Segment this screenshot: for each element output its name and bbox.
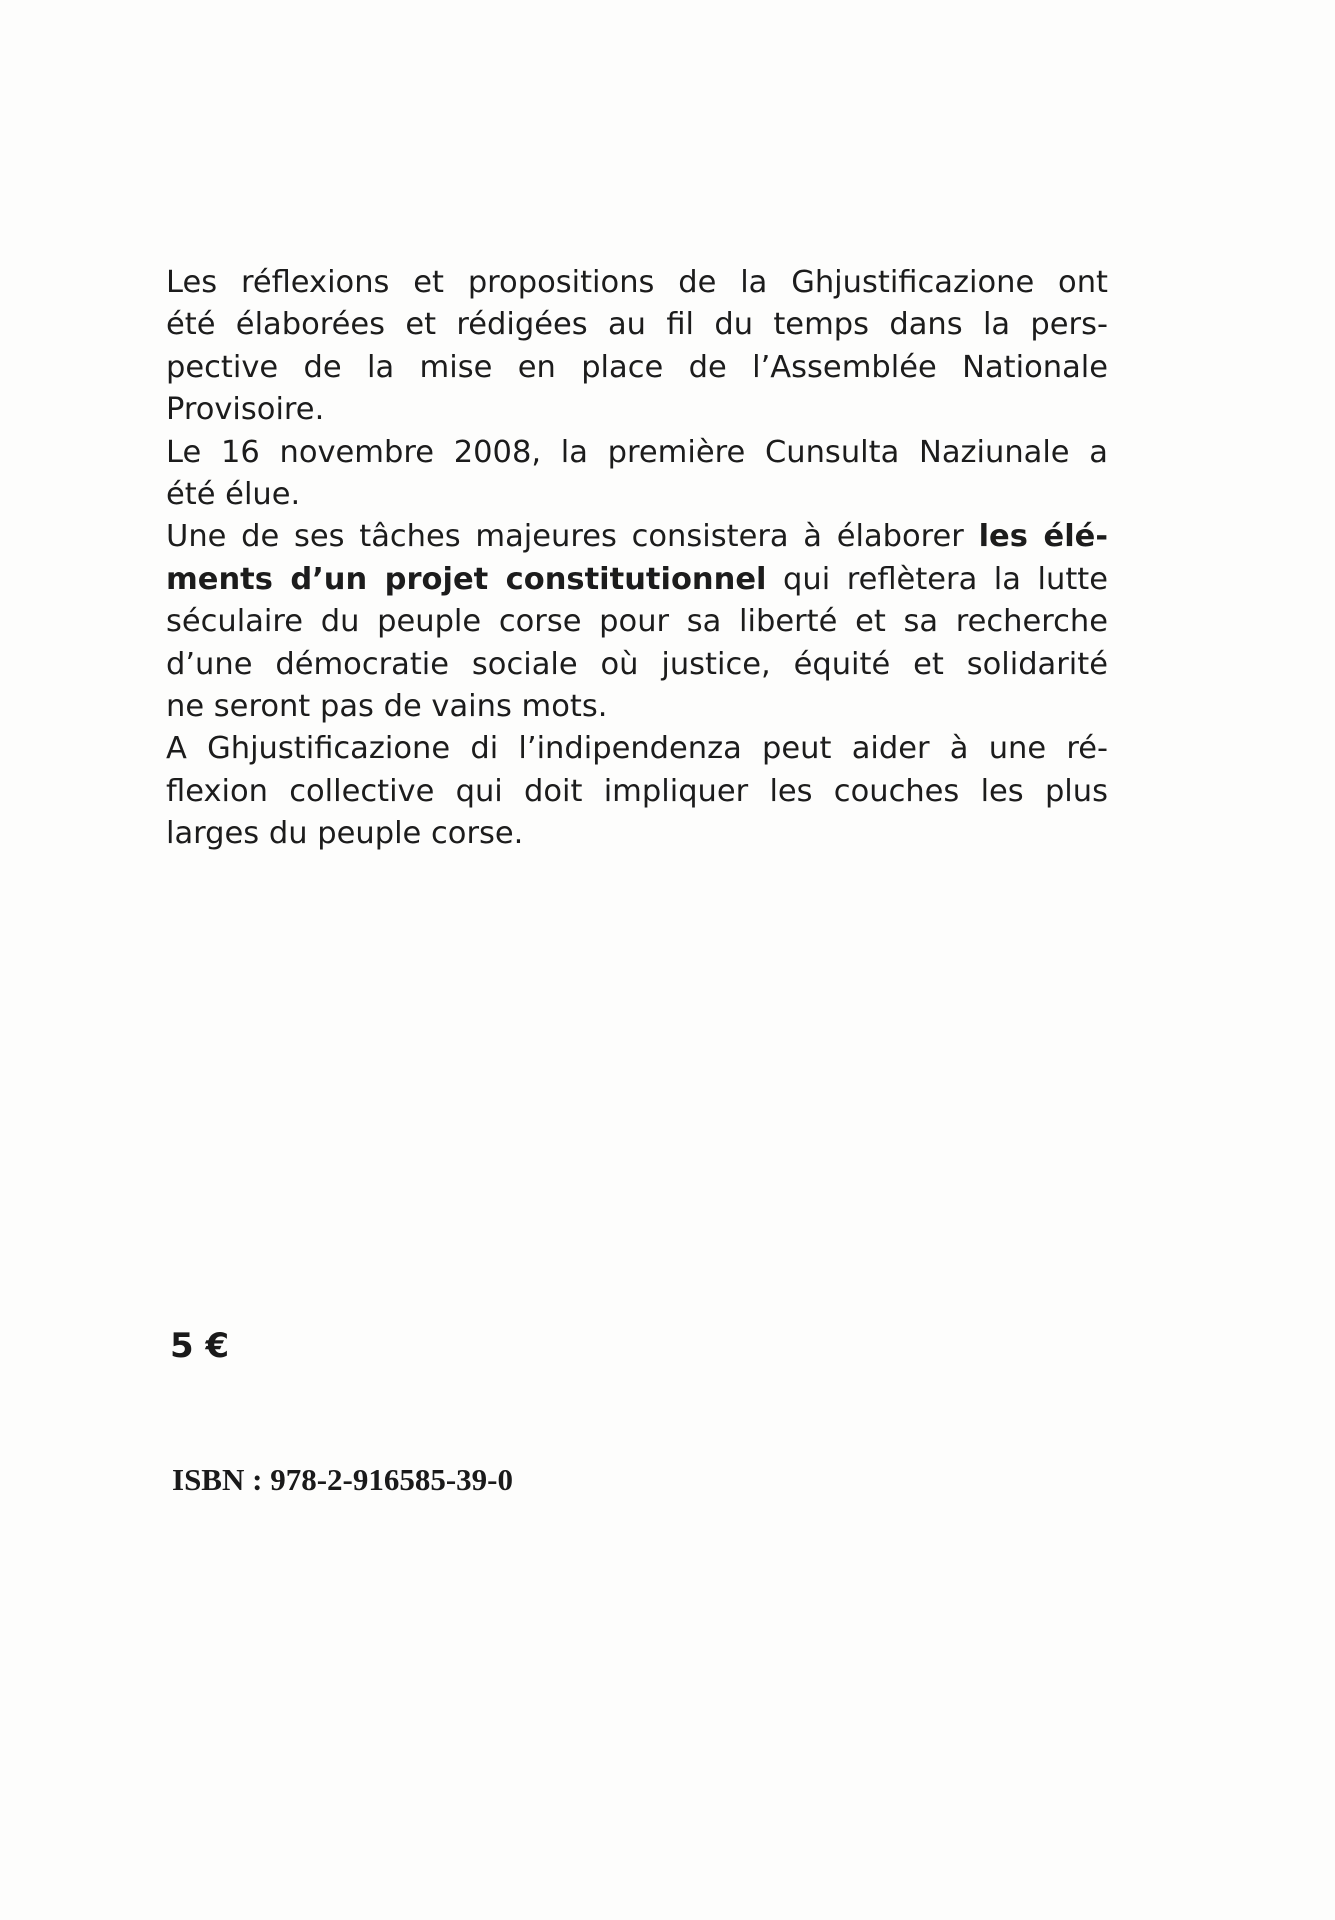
blurb-line: été élue.: [166, 477, 301, 513]
blurb-line: flexion collective qui doit impliquer les couches les plus: [166, 773, 1108, 809]
blurb-line-mixed: [166, 516, 1108, 558]
blurb-line: d’une démocratie sociale où justice, équité et solidarité: [166, 646, 1108, 682]
blurb-line-mixed: [166, 559, 1108, 601]
blurb-emphasis: les élé-: [978, 519, 1109, 555]
blurb-emphasis: ments d’un projet constitutionnel: [166, 561, 767, 597]
blurb-line: A Ghjustificazione di l’indipendenza peut aider à une ré-: [166, 731, 1108, 767]
blurb-line: Le 16 novembre 2008, la première Cunsulta Naziunale a: [166, 434, 1108, 470]
blurb-line: séculaire du peuple corse pour sa liberté et sa recherche: [166, 604, 1108, 640]
blurb-line: été élaborées et rédigées au fil du temps dans la pers-: [166, 307, 1108, 343]
price-label: 5 €: [170, 1326, 230, 1366]
blurb-text: Une de ses tâches majeures consistera à élaborer: [166, 519, 964, 555]
back-cover-blurb: [166, 262, 1108, 856]
blurb-line: Provisoire.: [166, 392, 325, 428]
blurb-line: ne seront pas de vains mots.: [166, 689, 608, 725]
isbn-label: ISBN : 978-2-916585-39-0: [172, 1462, 513, 1497]
blurb-text: qui reflètera la lutte: [783, 561, 1108, 597]
blurb-line: Les réflexions et propositions de la Ghjustificazione ont: [166, 265, 1108, 300]
blurb-line: pective de la mise en place de l’Assemblée Nationale: [166, 349, 1108, 385]
blurb-line: larges du peuple corse.: [166, 816, 524, 852]
